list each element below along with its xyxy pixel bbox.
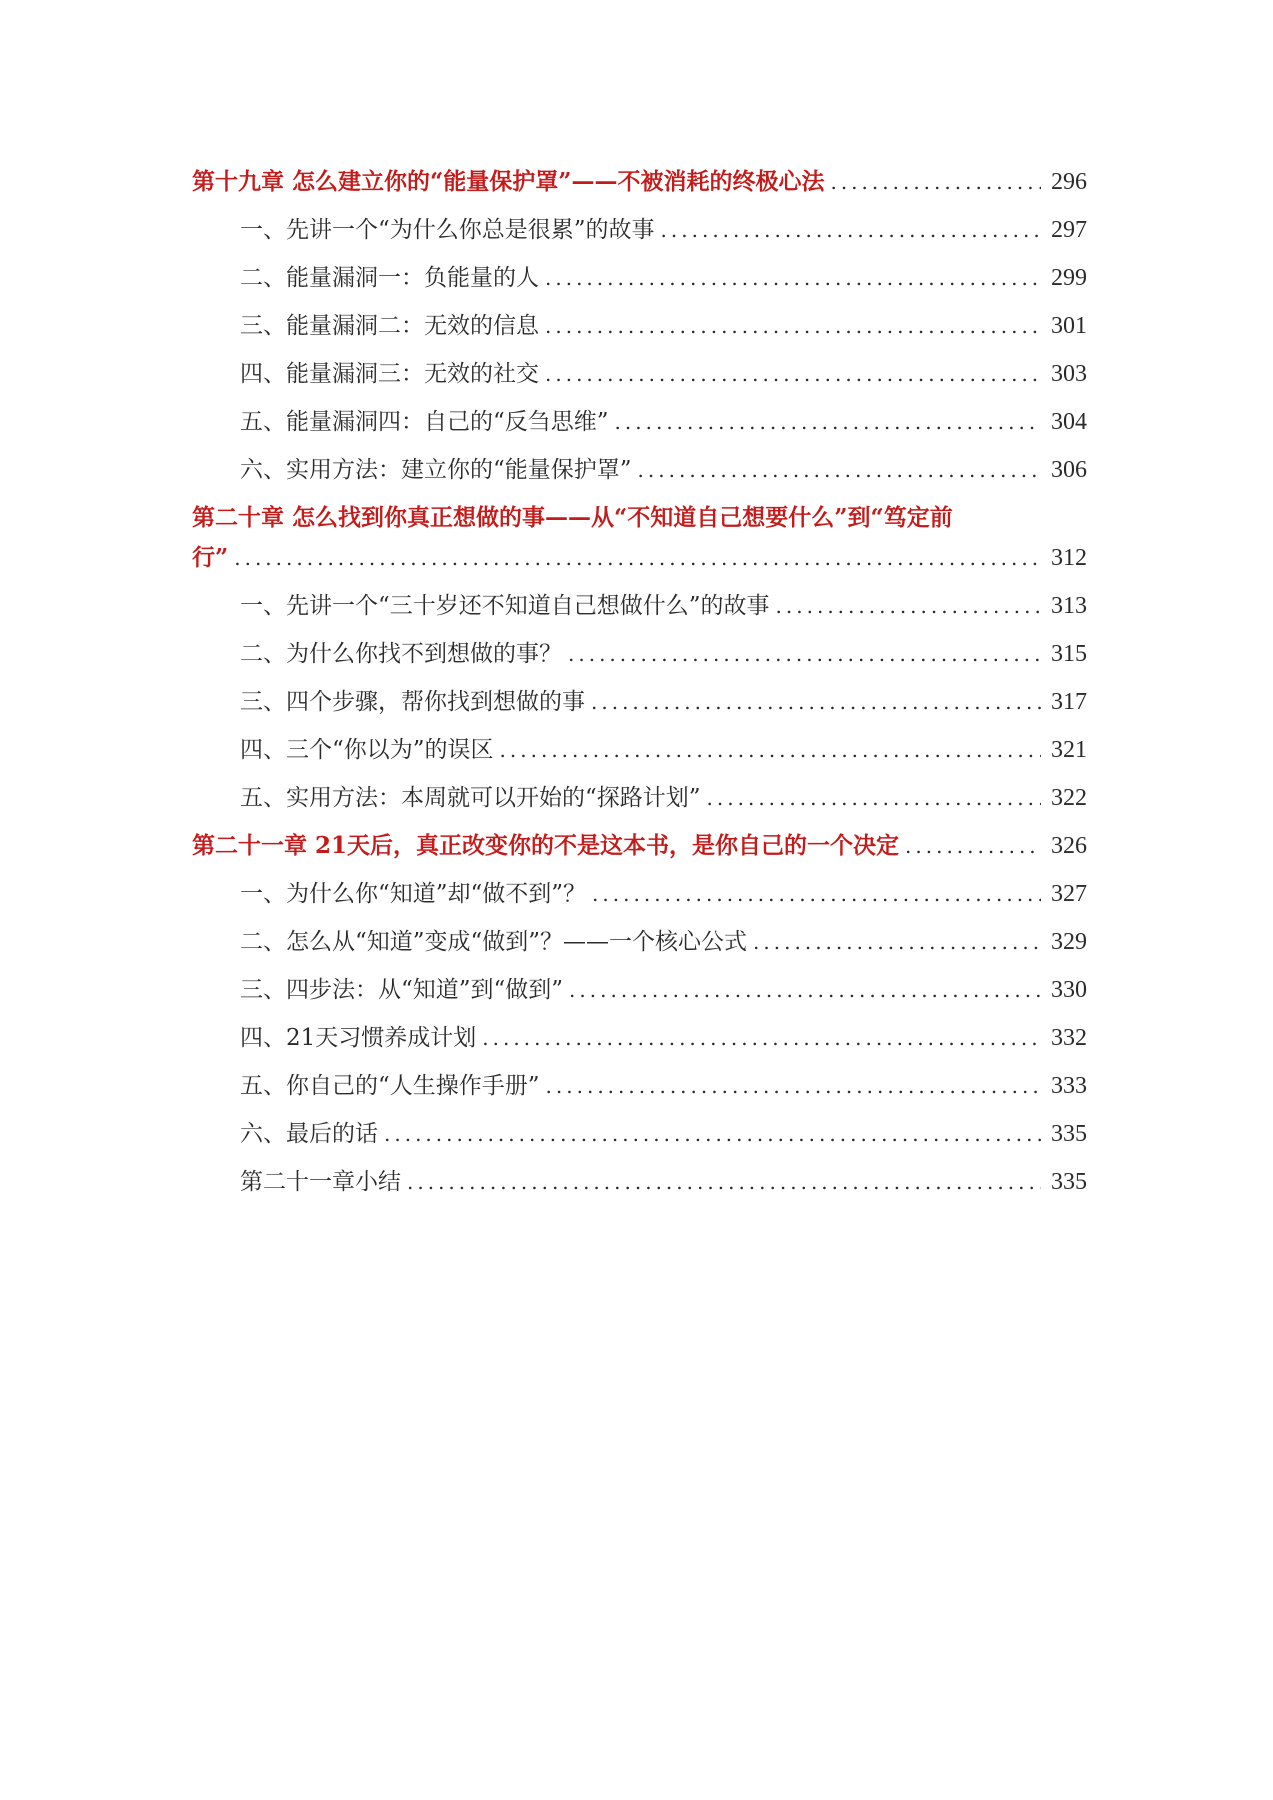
toc-entry-title: 四、三个“你以为”的误区 xyxy=(240,737,494,763)
toc-page-number: 321 xyxy=(1051,737,1087,763)
toc-leader-dots xyxy=(546,1062,1041,1110)
toc-chapter-21[interactable] xyxy=(192,822,1087,870)
toc-entry-title: 第二十一章 21天后，真正改变你的不是这本书，是你自己的一个决定 xyxy=(192,832,900,859)
toc-section[interactable] xyxy=(192,966,1087,1014)
toc-entry-title-line1: 第二十章 怎么找到你真正想做的事——从“不知道自己想要什么”到“笃定前 xyxy=(192,504,953,531)
toc-leader-dots xyxy=(384,1110,1041,1158)
toc-leader-dots xyxy=(545,302,1041,350)
toc-leader-dots xyxy=(592,870,1041,918)
table-of-contents xyxy=(192,158,1087,1206)
toc-entry-title: 第十九章 怎么建立你的“能量保护罩”——不被消耗的终极心法 xyxy=(192,168,825,195)
toc-entry-title: 二、能量漏洞一：负能量的人 xyxy=(240,265,539,291)
toc-entry-title: 六、最后的话 xyxy=(240,1121,378,1147)
toc-entry-title: 五、你自己的“人生操作手册” xyxy=(240,1073,540,1099)
toc-section[interactable] xyxy=(192,206,1087,254)
toc-leader-dots xyxy=(905,822,1041,870)
toc-entry-title: 二、为什么你找不到想做的事？ xyxy=(240,641,562,667)
toc-page-number: 296 xyxy=(1051,169,1087,195)
toc-page-number: 297 xyxy=(1051,217,1087,243)
toc-page-number: 306 xyxy=(1051,457,1087,483)
toc-entry-title: 三、能量漏洞二：无效的信息 xyxy=(240,313,539,339)
toc-page-number: 299 xyxy=(1051,265,1087,291)
toc-leader-dots xyxy=(545,254,1041,302)
toc-entry-title: 五、实用方法：本周就可以开始的“探路计划” xyxy=(240,785,701,811)
toc-section[interactable] xyxy=(192,1014,1087,1062)
toc-page-number: 312 xyxy=(1051,545,1087,571)
toc-entry-title-line2-row xyxy=(192,538,1087,578)
toc-page-number: 303 xyxy=(1051,361,1087,387)
toc-entry-title: 第二十一章小结 xyxy=(240,1169,401,1195)
toc-leader-dots xyxy=(776,582,1041,630)
toc-section[interactable] xyxy=(192,1110,1087,1158)
toc-page-number: 332 xyxy=(1051,1025,1087,1051)
toc-section[interactable] xyxy=(192,678,1087,726)
toc-page-number: 335 xyxy=(1051,1121,1087,1147)
toc-section[interactable] xyxy=(192,350,1087,398)
toc-section[interactable] xyxy=(192,870,1087,918)
toc-leader-dots xyxy=(568,630,1041,678)
toc-entry-title: 一、先讲一个“三十岁还不知道自己想做什么”的故事 xyxy=(240,593,770,619)
toc-page-number: 304 xyxy=(1051,409,1087,435)
toc-leader-dots xyxy=(482,1014,1041,1062)
toc-leader-dots xyxy=(234,538,1041,578)
toc-section[interactable] xyxy=(192,446,1087,494)
toc-leader-dots xyxy=(830,158,1041,206)
toc-entry-title-line2: 行” xyxy=(192,544,229,571)
toc-page-number: 322 xyxy=(1051,785,1087,811)
toc-page-number: 315 xyxy=(1051,641,1087,667)
toc-page-number: 330 xyxy=(1051,977,1087,1003)
toc-section[interactable] xyxy=(192,1158,1087,1206)
toc-page-number: 301 xyxy=(1051,313,1087,339)
toc-page-number: 329 xyxy=(1051,929,1087,955)
toc-leader-dots xyxy=(500,726,1041,774)
toc-chapter-20[interactable] xyxy=(192,494,1087,582)
toc-leader-dots xyxy=(615,398,1041,446)
toc-entry-title: 三、四个步骤，帮你找到想做的事 xyxy=(240,689,585,715)
toc-leader-dots xyxy=(545,350,1041,398)
toc-page-number: 326 xyxy=(1051,833,1087,859)
toc-leader-dots xyxy=(591,678,1041,726)
toc-entry-title: 一、先讲一个“为什么你总是很累”的故事 xyxy=(240,217,655,243)
toc-section[interactable] xyxy=(192,726,1087,774)
toc-leader-dots xyxy=(569,966,1041,1014)
toc-leader-dots xyxy=(407,1158,1041,1206)
toc-section[interactable] xyxy=(192,254,1087,302)
toc-entry-title: 四、能量漏洞三：无效的社交 xyxy=(240,361,539,387)
toc-leader-dots xyxy=(661,206,1041,254)
toc-entry-title: 三、四步法：从“知道”到“做到” xyxy=(240,977,564,1003)
toc-section[interactable] xyxy=(192,582,1087,630)
toc-entry-title: 二、怎么从“知道”变成“做到”？——一个核心公式 xyxy=(240,929,748,955)
toc-entry-title: 一、为什么你“知道”却“做不到”？ xyxy=(240,881,587,907)
toc-entry-title: 四、21天习惯养成计划 xyxy=(240,1025,477,1051)
toc-page-number: 327 xyxy=(1051,881,1087,907)
toc-entry-title: 五、能量漏洞四：自己的“反刍思维” xyxy=(240,409,609,435)
toc-page-number: 333 xyxy=(1051,1073,1087,1099)
toc-section[interactable] xyxy=(192,918,1087,966)
toc-section[interactable] xyxy=(192,774,1087,822)
toc-section[interactable] xyxy=(192,398,1087,446)
toc-section[interactable] xyxy=(192,302,1087,350)
toc-section[interactable] xyxy=(192,630,1087,678)
toc-section[interactable] xyxy=(192,1062,1087,1110)
toc-leader-dots xyxy=(707,774,1041,822)
toc-chapter-19[interactable] xyxy=(192,158,1087,206)
toc-page-number: 317 xyxy=(1051,689,1087,715)
toc-page-number: 313 xyxy=(1051,593,1087,619)
toc-page-number: 335 xyxy=(1051,1169,1087,1195)
toc-leader-dots xyxy=(638,446,1041,494)
toc-entry-title: 六、实用方法：建立你的“能量保护罩” xyxy=(240,457,632,483)
toc-leader-dots xyxy=(753,918,1041,966)
